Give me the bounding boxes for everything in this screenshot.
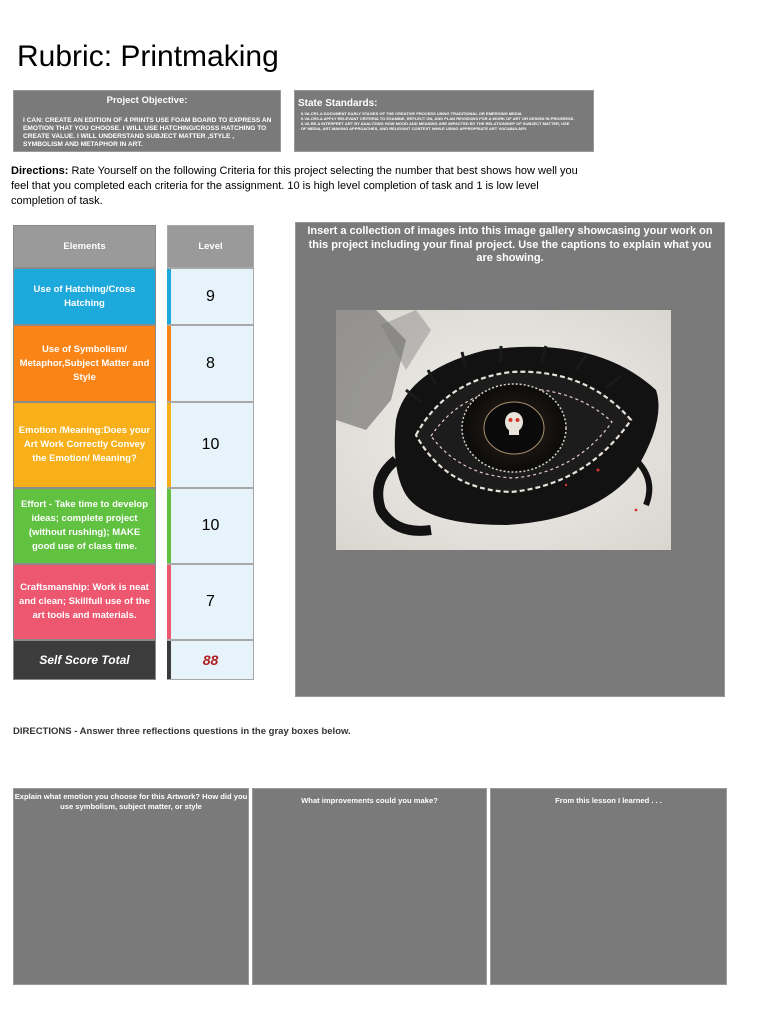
elements-header: Elements [13,225,156,268]
directions-body: Rate Yourself on the following Criteria for this project selecting the number that best shows how well you feel that you completed each criteria for the assignment. 10 is high level completion of task and 1 is low level completion of task. [11,165,578,207]
standard-line: 6.VA.RE.A INTERPRET ART BY ANALYZING HOW MOOD AND MEANING ARE IMPACTED BY THE RELATIONSHIP OF SUBJECT MATTER, USE OF MEDIA, ART-MAKING APPROACHES, AND RELEVANT CONTEXT WHILE USING APPROPRIATE ART VOCABULARY. [301,121,570,131]
rubric-level-craftsmanship[interactable] [167,564,254,640]
image-gallery[interactable] [295,222,725,697]
rubric-level-emotion[interactable] [167,402,254,488]
rubric-level-hatching[interactable] [167,268,254,325]
rubric-element-emotion: Emotion /Meaning:Does your Art Work Correctly Convey the Emotion/ Meaning? [13,402,156,488]
level-color-bar [167,326,171,401]
standards-heading: State Standards: [298,98,378,109]
directions-text [11,164,591,209]
page-title: Rubric: Printmaking [17,40,279,73]
project-objective-box [13,90,281,152]
rubric-level-symbolism[interactable] [167,325,254,402]
state-standards-box [294,90,594,152]
level-value: 10 [201,436,220,453]
level-color-bar [167,269,171,324]
rubric-element-effort: Effort - Take time to develop ideas; complete project (without rushing); MAKE good use of class time. [13,488,156,564]
objective-heading: Project Objective: [106,95,188,106]
level-value: 9 [206,287,215,305]
reflection-box-emotion[interactable]: Explain what emotion you choose for this Artwork? How did you use symbolism, subject matter, or style [13,788,249,985]
rubric-element-symbolism: Use of Symbolism/ Metaphor,Subject Matter and Style [13,325,156,402]
level-color-bar [167,565,171,639]
level-value: 10 [201,517,220,534]
reflection-directions: DIRECTIONS - Answer three reflections questions in the gray boxes below. [13,726,351,737]
self-score-total-label: Self Score Total [13,640,156,680]
level-value: 7 [206,593,215,610]
standard-line: 6.VA.CR1.A DOCUMENT EARLY STAGES OF THE CREATIVE PROCESS USING TRADITIONAL OR EMERGING MEDIA [301,111,522,116]
reflection-box-learned[interactable]: From this lesson I learned . . . [490,788,727,985]
rubric-level-effort[interactable] [167,488,254,564]
standard-line: 6.VA.CR3.A APPLY RELEVANT CRITERIA TO EXAMINE, REFLECT ON, AND PLAN REVISIONS FOR A WORK OF ART OR DESIGN IN PROGRESS. [301,116,575,121]
objective-text: I CAN: CREATE AN EDITION OF 4 PRINTS USE FOAM BOARD TO EXPRESS AN EMOTION THAT YOU CHOOSE. I WILL USE HATCHING/CROSS HATCHING TO CREATE VALUE. I WILL UNDERSTAND SUBJECT MATTER ,STYLE , SYMBOLISM AND METAPHOR IN ART. [23,117,272,148]
level-value: 8 [206,354,215,372]
rubric-element-hatching: Use of Hatching/Cross Hatching [13,268,156,325]
eye-print-artwork[interactable] [336,310,671,550]
level-color-bar [167,403,171,487]
directions-label: Directions: [11,165,69,177]
self-score-total-value[interactable] [167,640,254,680]
reflection-box-improvements[interactable]: What improvements could you make? [252,788,487,985]
total-value: 88 [202,652,219,668]
level-header: Level [167,225,254,268]
standards-text [295,109,593,131]
rubric-element-craftsmanship: Craftsmanship: Work is neat and clean; Skillfull use of the art tools and materials. [13,564,156,640]
gallery-caption: Insert a collection of images into this image gallery showcasing your work on this project including your final project. Use the captions to explain what you are showing. [307,225,713,264]
level-color-bar [167,641,171,679]
level-color-bar [167,489,171,563]
